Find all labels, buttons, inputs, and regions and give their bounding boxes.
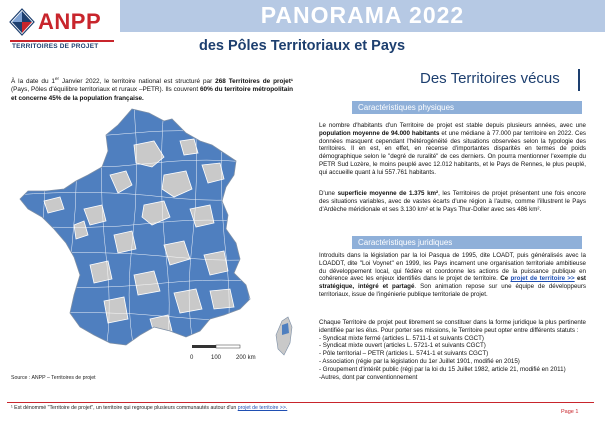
paragraph-population	[319, 122, 586, 177]
statut-item: -Autres, dont par conventionnement	[319, 373, 418, 381]
section-title-bar	[578, 69, 580, 91]
title-banner	[120, 0, 605, 32]
p3-bold-b: Ce	[500, 275, 511, 283]
p2-text-a: D'une	[319, 190, 338, 197]
intro-bold-1: 268 Territoires de projet¹	[215, 78, 293, 86]
p2-text-c: , les Territoires de projet présentent une fois encore des situations variables, avec de vastes écarts d'une région à l'autre, comme l'illustrent le Pays d'Ardèche méridionale et ses 3.130 km² et le Pays Thur-Doller avec ses 486 km².	[319, 190, 586, 213]
scale-label-200: 200 km	[236, 355, 256, 361]
logo-text: ANPP	[38, 9, 102, 34]
intro-paragraph	[11, 75, 293, 103]
logo-mark-icon	[9, 8, 35, 36]
statut-item: - Groupement d'intérêt public (régi par la loi du 15 Juillet 1982, article 21, modifié en 2011)	[319, 365, 566, 373]
statuts-intro: Chaque Territoire de projet peut librement se constituer dans la forme juridique la plus pertinente identifiée par les élus. Pour porter ses missions, le Territoire peut opter entre différents statuts :	[319, 319, 586, 334]
p3-bold-c: est stratégique, intégré et partagé	[319, 275, 586, 291]
logo-subtitle: TERRITOIRES DE PROJET	[12, 43, 99, 50]
scale-label-100: 100	[211, 355, 222, 361]
p2-bold: superficie moyenne de 1.375 km²	[337, 190, 439, 197]
statut-item: - Syndicat mixte fermé (articles L. 5711-1 et suivants CGCT)	[319, 334, 484, 342]
footnote	[11, 405, 291, 412]
p3-text-a: Introduits dans la législation par la loi Pasqua de 1995, dite LOADT, puis généralisés avec la LOADDT, dite "Loi Voynet" en 1999, les Pays incarnent une organisation territoriale ambitieuse du développement local, qui fédère et coordonne les actions de la puissance publique en cohérence avec les enjeux identifiés dans le projet de territoire.	[319, 252, 586, 283]
map-source: Source : ANPP – Territoires de projet	[11, 375, 96, 381]
anpp-logo	[6, 4, 114, 60]
p3-text-d: . Son animation repose sur une équipe de développeurs territoriaux, issue de l'ingénierie publique territoriale de projet.	[319, 283, 586, 298]
banner-title: PANORAMA 2022	[260, 2, 465, 28]
band-physical: Caractéristiques physiques	[352, 101, 582, 114]
page-number: Page 1	[561, 409, 579, 415]
logo-divider	[10, 40, 114, 42]
statut-item: - Association (régie par la législation du 1er Juillet 1901, modifié en 2015)	[319, 357, 520, 365]
section-title: Des Territoires vécus	[420, 70, 560, 87]
intro-text-3: (Pays, Pôles d'équilibre territoriaux et ruraux –PETR). Ils couvrent	[11, 86, 200, 94]
intro-sup: er	[54, 76, 59, 81]
p1-text-a: Le nombre d'habitants d'un Territoire de projet est stable depuis plusieurs années, avec une	[319, 122, 586, 129]
footnote-text: ¹ Est dénommé "Territoire de projet", un territoire qui regroupe plusieurs communautés autour d'un	[11, 405, 238, 411]
map-scale-bar	[190, 345, 256, 361]
band-legal: Caractéristiques juridiques	[352, 236, 582, 249]
paragraph-statuts	[319, 319, 586, 381]
p1-text-c: et une médiane à 77.000 par territoire en 2022. Ces données masquent cependant l'hétérogénéité des situations observées selon la typologie des territoires. Il en est, en effet, en recense d'importantes disparités en termes de poids démographique selon le "degré de ruralité" de ces derniers. On pourra mentionner l'exemple du PETR Sud Lozère, le moins peuplé avec 12.012 habitants, et le Pays de Rennes, le plus peuplé, qui accueille quant à lui 557.761 habitants.	[319, 129, 586, 176]
statut-item: - Pôle territorial – PETR (articles L. 5741-1 et suivants CGCT)	[319, 350, 489, 358]
corsica-shape	[276, 317, 292, 355]
intro-bold-2: 60% du territoire métropolitain et concerne 45% de la population française.	[11, 86, 293, 102]
paragraph-superficie	[319, 190, 586, 213]
paragraph-legal	[319, 252, 586, 299]
france-territories-map	[14, 105, 304, 367]
projet-territoire-link[interactable]: projet de territoire >>	[510, 275, 575, 283]
page-subtitle: des Pôles Territoriaux et Pays	[198, 38, 406, 54]
statut-item: - Syndicat mixte ouvert (articles L. 5721-1 et suivants CGCT)	[319, 342, 486, 350]
p1-bold: population moyenne de 94.000 habitants	[319, 129, 440, 137]
intro-text-2: Janvier 2022, le territoire national est structuré par	[58, 78, 216, 86]
footnote-link[interactable]: projet de territoire >>.	[237, 405, 288, 411]
intro-text-1: À la date du 1	[11, 78, 55, 86]
footer-divider	[7, 402, 594, 403]
scale-label-0: 0	[190, 355, 194, 361]
